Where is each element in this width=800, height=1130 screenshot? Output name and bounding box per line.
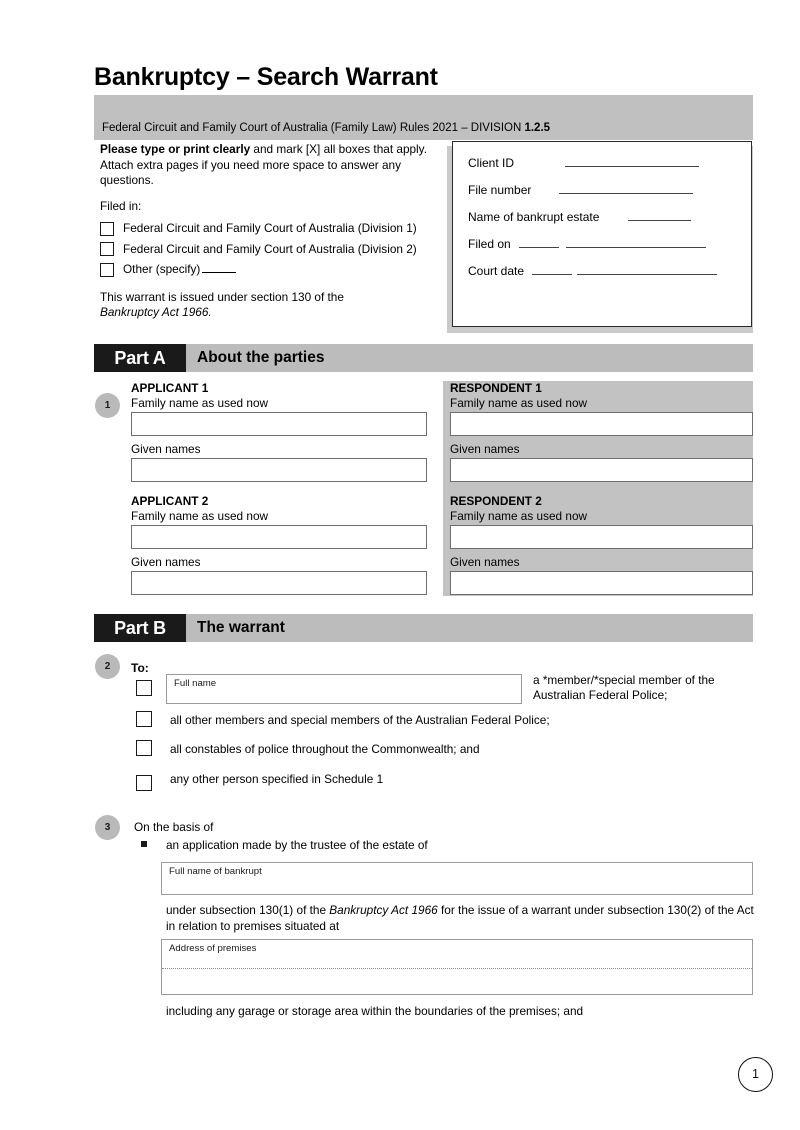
- court-date-row: [468, 264, 717, 278]
- premises-address-hint: Address of premises: [169, 943, 257, 954]
- step-marker-1: 1: [95, 393, 120, 418]
- section-3-bullet-text: an application made by the trustee of the estate of: [166, 838, 428, 852]
- page-number-badge: 1: [738, 1057, 773, 1092]
- step-marker-3: 3: [95, 815, 120, 840]
- rules-reference-text: Federal Circuit and Family Court of Australia (Family Law) Rules 2021 – DIVISION: [102, 122, 525, 134]
- page-title: Bankruptcy – Search Warrant: [94, 63, 438, 91]
- court-date-day-input[interactable]: [532, 264, 572, 275]
- applicant-1-given-names-label: Given names: [131, 442, 201, 456]
- warrant-issue-note: [100, 290, 440, 321]
- step-marker-2: 2: [95, 654, 120, 679]
- respondent-1-given-names-input[interactable]: [450, 458, 753, 482]
- to-option-all-constables[interactable]: [136, 740, 152, 756]
- applicant-2-family-name-label: Family name as used now: [131, 509, 269, 523]
- to-option-named-member[interactable]: [136, 680, 152, 696]
- filing-instructions-block: [100, 142, 440, 321]
- applicant-1-family-name-label: Family name as used now: [131, 396, 269, 410]
- bankrupt-estate-label: Name of bankrupt estate: [468, 210, 600, 224]
- warrant-note-line1: This warrant is issued under section 130 of the: [100, 289, 344, 304]
- checkbox-icon[interactable]: [136, 740, 152, 756]
- respondent-2-family-name-label: Family name as used now: [450, 509, 588, 523]
- client-id-input[interactable]: [565, 156, 699, 167]
- applicant-2-family-name-input[interactable]: [131, 525, 427, 549]
- section-3-paragraph: [166, 903, 756, 934]
- applicant-1-given-names-input[interactable]: [131, 458, 427, 482]
- checkbox-icon[interactable]: [136, 711, 152, 727]
- part-a-banner: [94, 344, 753, 372]
- respondent-2-family-name-input[interactable]: [450, 525, 753, 549]
- rules-reference: [102, 121, 550, 135]
- filed-on-row: [468, 237, 706, 251]
- applicant-2-heading: APPLICANT 2: [131, 494, 209, 508]
- section-3-para-act: Bankruptcy Act 1966: [329, 903, 438, 917]
- court-date-date-input[interactable]: [577, 264, 717, 275]
- bankrupt-full-name-input[interactable]: [161, 862, 753, 895]
- checkbox-icon[interactable]: [100, 222, 114, 236]
- to-option-all-constables-label: all constables of police throughout the Commonwealth; and: [170, 742, 480, 756]
- instruction-paragraph: [100, 142, 440, 189]
- file-number-label: File number: [468, 183, 532, 197]
- warrant-note-act: Bankruptcy Act 1966.: [100, 305, 212, 319]
- checkbox-icon[interactable]: [100, 242, 114, 256]
- applicant-1-family-name-input[interactable]: [131, 412, 427, 436]
- rules-division-number: 1.2.5: [524, 122, 551, 134]
- filed-in-option-other[interactable]: [100, 262, 440, 278]
- member-full-name-input[interactable]: [166, 674, 522, 704]
- premises-address-input[interactable]: [161, 939, 753, 995]
- section-3-para-part1: under subsection 130(1) of the: [166, 903, 330, 917]
- file-number-input[interactable]: [559, 183, 693, 194]
- part-b-banner: [94, 614, 753, 642]
- respondent-1-family-name-input[interactable]: [450, 412, 753, 436]
- instruction-rest: and mark [X] all boxes that apply. Attach extra pages if you need more space to answer any questions.: [100, 142, 427, 187]
- to-option-schedule-1-person[interactable]: [136, 775, 152, 791]
- filed-in-option-division-1[interactable]: [100, 221, 440, 237]
- to-option-all-members[interactable]: [136, 711, 152, 727]
- checkbox-icon[interactable]: [136, 680, 152, 696]
- respondent-column: [450, 381, 753, 601]
- bankrupt-full-name-hint: Full name of bankrupt: [169, 866, 262, 877]
- applicant-column: [131, 381, 427, 601]
- applicant-2-given-names-input[interactable]: [131, 571, 427, 595]
- filed-in-option-division-2[interactable]: [100, 242, 440, 258]
- court-details-panel: [452, 141, 752, 327]
- filed-on-date-input[interactable]: [566, 237, 706, 248]
- filed-in-option-label: [123, 262, 236, 278]
- section-3-closing-text: including any garage or storage area within the boundaries of the premises; and: [166, 1004, 584, 1018]
- instruction-emphasis: Please type or print clearly: [100, 142, 251, 156]
- to-option-all-members-label: all other members and special members of the Australian Federal Police;: [170, 713, 550, 727]
- respondent-2-heading: RESPONDENT 2: [450, 494, 542, 508]
- respondent-2-given-names-label: Given names: [450, 555, 520, 569]
- client-id-row: [468, 156, 699, 170]
- filed-in-other-label: Other (specify): [123, 262, 201, 276]
- filed-in-option-label: Federal Circuit and Family Court of Australia (Division 2): [123, 241, 417, 256]
- bankrupt-estate-row: [468, 210, 691, 224]
- member-description-text: a *member/*special member of the Australian Federal Police;: [533, 673, 715, 702]
- member-full-name-hint: Full name: [174, 678, 217, 689]
- bankrupt-estate-input[interactable]: [628, 210, 691, 221]
- respondent-1-family-name-label: Family name as used now: [450, 396, 588, 410]
- checkbox-icon[interactable]: [136, 775, 152, 791]
- address-line-divider: [162, 968, 752, 969]
- part-a-title: About the parties: [197, 349, 325, 366]
- filed-on-label: Filed on: [468, 237, 511, 251]
- rules-header-bar: [94, 95, 753, 140]
- court-date-label: Court date: [468, 264, 525, 278]
- filed-in-option-label: Federal Circuit and Family Court of Australia (Division 1): [123, 221, 417, 235]
- part-b-title: The warrant: [197, 619, 285, 636]
- section-3-para-part2: for the issue of a warrant under subsection 130(2) of the Act in relation to premises situated at: [166, 903, 754, 933]
- client-id-label: Client ID: [468, 156, 515, 170]
- filed-in-label: Filed in:: [100, 198, 142, 213]
- section-3-lead: On the basis of: [134, 820, 214, 834]
- square-bullet-icon: [141, 841, 147, 847]
- respondent-2-given-names-input[interactable]: [450, 571, 753, 595]
- respondent-1-given-names-label: Given names: [450, 442, 520, 456]
- file-number-row: [468, 183, 693, 197]
- checkbox-icon[interactable]: [100, 263, 114, 277]
- applicant-1-heading: APPLICANT 1: [131, 381, 209, 395]
- part-b-tag: Part B: [94, 614, 186, 642]
- filed-on-day-input[interactable]: [519, 237, 559, 248]
- to-label: To:: [131, 661, 149, 675]
- respondent-1-heading: RESPONDENT 1: [450, 381, 542, 395]
- applicant-2-given-names-label: Given names: [131, 555, 201, 569]
- to-option-schedule-1-label: any other person specified in Schedule 1: [170, 772, 384, 786]
- part-a-tag: Part A: [94, 344, 186, 372]
- other-specify-blank[interactable]: [202, 263, 236, 273]
